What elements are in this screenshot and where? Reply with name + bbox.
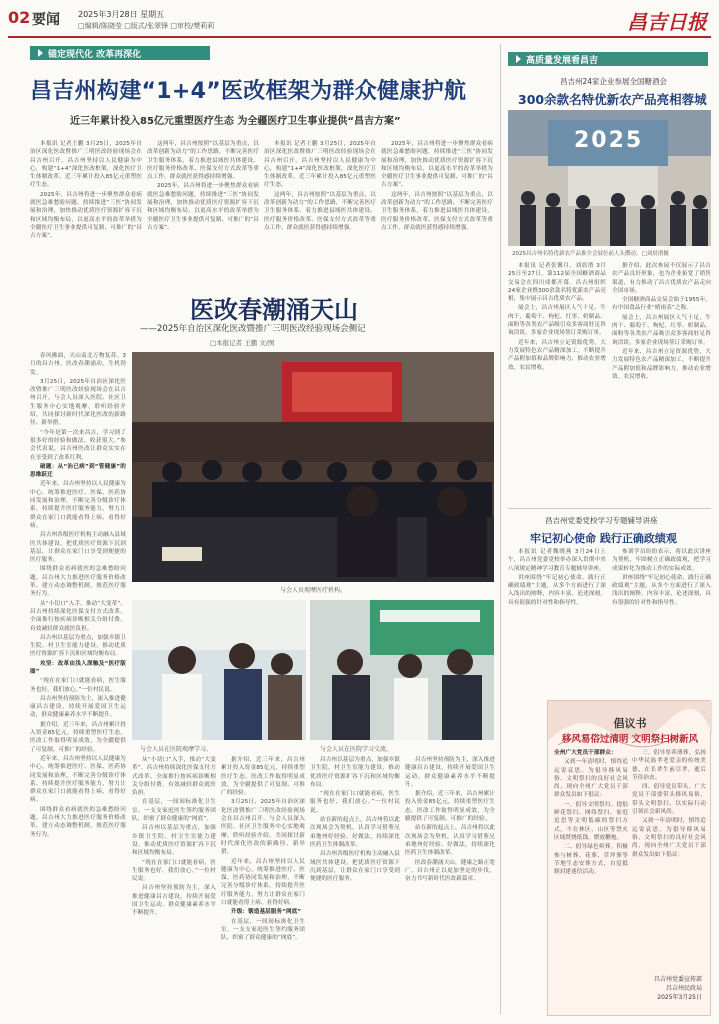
- lead-rubric: 锚定现代化 改革再深化: [30, 46, 210, 60]
- section-title: 攻坚：改革由浅入深触及“医疗版图”: [30, 660, 126, 675]
- paragraph: 昌吉州各级医疗机构主动融入县域医共体建设，把优质医疗资源下沉到基层，让群众在家门口享受到便捷的医疗服务。: [310, 851, 400, 883]
- paragraph: 二、倡导绿色殡葬。积极参与树葬、花葬、草坪葬等节地生态安葬方式，自觉抵制封建迷信活动。: [554, 844, 628, 876]
- notice-column-1: [554, 749, 628, 1011]
- section-title: 升级：锻造基层服务“网底”: [231, 909, 302, 916]
- paragraph: 这两年，昌吉州按照“以基层为重点，以改革创新为动力”的工作思路，不断完善医疗卫生服务体系，着力推进县域医共体建设、医疗服务价格改革、医保支付方式改革等重点工作，群众就医获得感持续增强。: [381, 191, 493, 231]
- lead-column-4: [381, 140, 493, 272]
- paragraph: 参训学员纷纷表示，将以此次讲座为契机，牢固树立正确政绩观，把学习成果转化为推动工作的实际成效。: [612, 549, 711, 572]
- page-masthead: [8, 6, 711, 38]
- paragraph: “现在在家门口就能看病，医生服务也好，我们放心。”一位村民说。: [132, 859, 216, 883]
- expo-booth-banner: 2025: [574, 128, 644, 153]
- section-title: 破题：从“治已病”到“管健康”的思维跃迁: [30, 463, 126, 479]
- paragraph: 春风拂面，天山南北万物复苏。3月的昌吉州，医改春潮涌动，生机勃发。: [30, 353, 126, 376]
- feature-column-2: [132, 756, 216, 1012]
- paragraph: “现在在家门口就能看病，医生服务也好，我们放心。”一位村民说。: [310, 791, 400, 814]
- feature-byline: □本报记者 王鹏 文/图: [210, 339, 275, 347]
- paragraph: 2025年，昌吉州将进一步聚焦群众看病就医急难愁盼问题，持续推进“三医”协同发展和治理，加快推动优质医疗资源扩容下沉和区域均衡布局，以更高水平的改革举措为全疆医疗卫生事业提供可复制、可推广的“昌吉方案”。: [381, 141, 493, 189]
- notice-salutation: 全州广大党员干部群众：: [554, 750, 617, 756]
- paragraph: 2025年，昌吉州将进一步聚焦群众看病就医急难愁盼问题，持续推进“三医”协同发展和治理，加快推动优质医疗资源扩容下沉和区域均衡布局，以更高水平的改革举措为全疆医疗卫生事业提供可复制、可推广的“昌吉方案”。: [30, 191, 142, 240]
- notice-column-2: [632, 749, 706, 971]
- editor-credits: □编辑/陈晓莹 □版式/张翠锋 □审校/樊莉莉: [78, 22, 215, 30]
- paragraph: “今年是第一次来昌吉，学习到了很多好的经验和做法，收获很大。”参会代表说，昌吉州医改让群众实实在在享受到了改革红利。: [30, 429, 126, 461]
- hospital-illustration-right: [310, 600, 494, 740]
- paragraph: 一、倡导文明祭扫。提倡鲜花祭扫、网络祭扫、家庭追思等文明低碳的祭扫方式，不在林区、山区等禁火区域焚烧纸钱、燃放鞭炮。: [554, 801, 628, 841]
- paragraph: 据介绍，近三年来，昌吉州累计投入资金85亿元，持续重塑医疗生态，医改工作取得明显成效，为全疆提供了可复制、可推广的经验。: [221, 757, 305, 797]
- feature-column-5: [405, 756, 495, 1012]
- feature-column-3: [221, 756, 305, 1012]
- paragraph: 这两年，昌吉州按照“以基层为重点，以改革创新为动力”的工作思路，不断完善医疗卫生服务体系，着力推进县域医共体建设、医疗服务价格改革、医保支付方式改革等重点工作，群众就医获得感持续增强。: [147, 141, 259, 181]
- paragraph: 站在新的起点上，昌吉州将以此次现场会为契机，认真学习借鉴兄弟地州好经验、好做法，持续深化医药卫生体制改革。: [310, 817, 400, 848]
- notice-date: 2025年3月25日: [657, 994, 702, 1001]
- paragraph: 展会上，昌吉州展区人气十足，牛肉干、葡萄干、枸杞、红枣、奶制品、面粉等各类农产品吸引众多客商驻足咨询洽谈，多家企业现场签订采购订单。: [508, 305, 606, 337]
- lead-subheadline: 近三年累计投入85亿元重塑医疗生态 为全疆医疗卫生事业提供“昌吉方案”: [70, 116, 401, 127]
- conference-illustration: [132, 352, 494, 582]
- feature-headline: 医改春潮涌天山: [190, 295, 358, 324]
- proposal-notice-box: [547, 700, 711, 1016]
- paragraph: 近年来，昌吉州坚持以人民健康为中心，统筹推进医疗、医保、医药协同发展和治理，不断完善分级诊疗体系，持续提升医疗服务能力，努力让群众在家门口就能看得上病、看得好病。: [30, 755, 126, 804]
- expo-rubric: 高质量发展看昌吉: [508, 52, 708, 66]
- publication-date: 2025年3月28日 星期五: [78, 10, 165, 19]
- feature-subheadline: ——2025年自治区深化医改暨推广三明医改经验现场会侧记: [140, 324, 366, 334]
- study-column-2: [612, 548, 711, 694]
- notice-kicker: 倡议书: [613, 717, 647, 730]
- paragraph: 3月25日，2025年自治区深化医改暨推广三明医改经验现场会在昌吉州召开。与会人员深入医院、社区卫生服务中心实地观摩，聆听经验介绍，共同探讨新时代深化医改的新路径、新举措。: [221, 799, 305, 856]
- study-column-1: [508, 548, 606, 694]
- column-divider: [500, 44, 501, 1014]
- notice-signatures: [654, 975, 702, 1002]
- paragraph: 在基层，一间间标准化卫生室、一支支家庭医生签约服务团队，织密了群众健康的“网底”。: [132, 799, 216, 823]
- paragraph: 全国糖酒商品交易会始于1955年，有中国食品行业“晴雨表”之称。: [612, 297, 711, 312]
- expo-column-1: [508, 262, 606, 502]
- paragraph: 据介绍，近三年来，昌吉州累计投入资金85亿元，持续重塑医疗生态，医改工作取得明显成效，为全疆提供了可复制、可推广的经验。: [30, 721, 126, 753]
- lead-headline: 昌吉州构建“1+4”医改框架为群众健康护航: [30, 79, 467, 104]
- page-number: 02: [8, 8, 31, 27]
- study-headline: 牢记初心使命 践行正确政绩观: [530, 532, 677, 545]
- expo-column-2: [612, 262, 711, 502]
- paragraph: 围绕群众看病就医的急难愁盼问题，昌吉州大力推进医疗服务价格改革，建立动态调整机制，规范医疗服务行为。: [30, 806, 126, 838]
- hospital-photo-right: [310, 600, 494, 740]
- hospital-photo-right-caption: 与会人员在医院学习交流。: [320, 746, 393, 753]
- paragraph: 本报讯 记者张馨月、刘晨淯 3月25日至27日，第112届全国糖酒商品交易会在四川成都开幕。昌吉州组织24家企业携300余款名特优新农产品亮相，集中展示昌吉优质农产品。: [508, 263, 606, 303]
- paragraph: 近年来，昌吉州坚持以人民健康为中心，统筹推进医疗、医保、医药协同发展和治理，不断完善分级诊疗体系，持续提升医疗服务能力，努力让群众在家门口就能看得上病、看得好病。: [221, 858, 305, 907]
- paragraph: 昌吉州以基层为重点，加强乡镇卫生院、村卫生室能力建设，推动优质医疗资源扩容下沉和区域均衡布局。: [132, 825, 216, 857]
- expo-kicker: 昌吉州24家企业参展全国糖酒会: [560, 77, 668, 86]
- paragraph: 昌吉州以基层为重点，加强乡镇卫生院、村卫生室能力建设，推动优质医疗资源扩容下沉和区域均衡布局。: [30, 634, 126, 658]
- paragraph: 从“小切口”入手，推动“大变革”。昌吉州持续深化医保支付方式改革，全面推行按疾病诊断相关分组付费，有效减轻群众就医负担。: [132, 757, 216, 797]
- hospital-photo-left: [132, 600, 306, 740]
- expo-headline: 300余款名特优新农产品亮相蓉城: [518, 92, 707, 107]
- paragraph: 三、倡导厚养薄葬。弘扬中华民族孝老爱亲的传统美德，在长辈生前尽孝，逝后节俭治丧。: [632, 750, 706, 781]
- notice-headline: 移风易俗过清明 文明祭扫树新风: [561, 734, 699, 745]
- paragraph: 昌吉州坚持预防为主，深入推进健康昌吉建设，持续开展爱国卫生运动，群众健康素养水平不断提升。: [405, 757, 495, 788]
- notice-signer: 昌吉州党委宣传部: [653, 976, 702, 983]
- hospital-illustration-left: [132, 600, 306, 740]
- lead-column-2: [147, 140, 259, 272]
- paragraph: 3月25日，2025年自治区深化医改暨推广三明医改经验现场会在昌吉州召开。与会人员深入医院、社区卫生服务中心实地观摩，聆听经验介绍，共同探讨新时代深化医改的新路径、新举措。: [30, 378, 126, 427]
- expo-photo: [508, 110, 711, 246]
- newspaper-logo: 昌吉日报: [627, 10, 707, 34]
- paragraph: 本报讯 记者魏晓燕 3月24日上午，昌吉州党委党校举办深入贯彻中央八项规定精神学习教育专题辅导讲座。: [508, 549, 606, 572]
- paragraph: 近年来，昌吉州立足资源优势，大力发展特色农产品精深加工，不断提升产品附加值和品牌影响力，推动农业增效、农民增收。: [612, 348, 711, 380]
- triangle-icon: [516, 55, 521, 63]
- paragraph: 讲座围绕“牢记初心使命，践行正确政绩观”主题，从多个方面进行了深入浅出的阐释，内容丰富、论述深刻，具有很强的针对性和指导性。: [612, 574, 711, 606]
- paragraph: 从“小切口”入手，推动“大变革”。昌吉州持续深化医保支付方式改革，全面推行按疾病诊断相关分组付费，有效减轻群众就医负担。: [30, 600, 126, 632]
- paragraph: 这两年，昌吉州按照“以基层为重点，以改革创新为动力”的工作思路，不断完善医疗卫生服务体系，着力推进县域医共体建设、医疗服务价格改革、医保支付方式改革等重点工作，群众就医获得感持续增强。: [264, 191, 376, 231]
- lead-column-3: [264, 140, 376, 272]
- paragraph: 2025年，昌吉州将进一步聚焦群众看病就医急难愁盼问题，持续推进“三医”协同发展和治理，加快推动优质医疗资源扩容下沉和区域均衡布局，以更高水平的改革举措为全疆医疗卫生事业提供可复制、可推广的“昌吉方案”。: [147, 183, 259, 231]
- paragraph: 站在新的起点上，昌吉州将以此次现场会为契机，认真学习借鉴兄弟地州好经验、好做法，持续深化医药卫生体制改革。: [405, 825, 495, 857]
- conference-photo: [132, 352, 494, 582]
- study-kicker: 昌吉州党委党校学习专题辅导讲座: [545, 516, 658, 525]
- lead-column-1: [30, 140, 142, 272]
- paragraph: 本报讯 记者王鹏 3月25日，2025年自治区深化医改暨推广三明医改经验现场会在昌吉州召开。昌吉州坚持以人民健康为中心，构建“1+4”深化医改框架，深化医疗卫生体制改革，近三年累计投入85亿元重塑医疗生态。: [264, 141, 376, 189]
- paragraph: 在基层，一间间标准化卫生室、一支支家庭医生签约服务团队，织密了群众健康的“网底”。: [221, 918, 305, 942]
- paragraph: 展会上，昌吉州展区人气十足，牛肉干、葡萄干、枸杞、红枣、奶制品、面粉等各类农产品吸引众多客商驻足咨询洽谈，多家企业现场签订采购订单。: [612, 314, 711, 346]
- paragraph: 围绕群众看病就医的急难愁盼问题，昌吉州大力推进医疗服务价格改革，建立动态调整机制，规范医疗服务行为。: [30, 566, 126, 598]
- feature-column-4: [310, 756, 400, 1012]
- section-name: 要闻: [32, 12, 60, 28]
- conference-photo-caption: 与会人员观摩医疗机构。: [280, 587, 347, 594]
- paragraph: 据介绍，此次参展不仅展示了昌吉农产品良好形象，也为企业拓宽了销售渠道，有力推动了昌吉优质农产品走向全国市场。: [612, 263, 711, 294]
- notice-signer: 昌吉州民政局: [665, 985, 702, 992]
- hospital-photo-left-caption: 与会人员在医院观摩学习。: [140, 746, 213, 753]
- paragraph: 本报讯 记者王鹏 3月25日，2025年自治区深化医改暨推广三明医改经验现场会在昌吉州召开。昌吉州坚持以人民健康为中心，构建“1+4”深化医改框架，深化医疗卫生体制改革，近三年累计投入85亿元重塑医疗生态。: [30, 141, 142, 189]
- paragraph: “现在在家门口就能看病，医生服务也好，我们放心。”一位村民说。: [30, 678, 126, 693]
- paragraph: 昌吉州以基层为重点，加强乡镇卫生院、村卫生室能力建设，推动优质医疗资源扩容下沉和区域均衡布局。: [310, 757, 400, 788]
- paragraph: 昌吉州坚持预防为主，深入推进健康昌吉建设，持续开展爱国卫生运动，群众健康素养水平不断提升。: [30, 695, 126, 719]
- paragraph: 医改春潮涌天山，健康之路正宽广。昌吉州正以更加坚定的步伐，奋力书写新时代医改新篇章。: [405, 859, 495, 883]
- paragraph: 昌吉州各级医疗机构主动融入县域医共体建设，把优质医疗资源下沉到基层，让群众在家门口享受到便捷的医疗服务。: [30, 532, 126, 564]
- paragraph: 近年来，昌吉州坚持以人民健康为中心，统筹推进医疗、医保、医药协同发展和治理，不断完善分级诊疗体系，持续提升医疗服务能力，努力让群众在家门口就能看得上病、看得好病。: [30, 481, 126, 529]
- paragraph: 又到一年清明时，慎终追远寄哀思。为倡导移风易俗、文明祭扫的良好社会风尚，现向全州广大党员干部群众发出如下倡议：: [554, 759, 628, 799]
- paragraph: 讲座围绕“牢记初心使命，践行正确政绩观”主题，从多个方面进行了深入浅出的阐释，内容丰富、论述深刻，具有很强的针对性和指导性。: [508, 574, 606, 606]
- expo-photo-caption: 2025昌吉州名特优新农产品推介会展位前人头攒动。□刘晨淯摄: [512, 251, 669, 257]
- paragraph: 近年来，昌吉州立足资源优势，大力发展特色农产品精深加工，不断提升产品附加值和品牌影响力，推动农业增效、农民增收。: [508, 339, 606, 371]
- paragraph: 昌吉州坚持预防为主，深入推进健康昌吉建设，持续开展爱国卫生运动，群众健康素养水平不断提升。: [132, 885, 216, 917]
- triangle-icon: [38, 49, 43, 57]
- paragraph: 又到一年清明时，慎终追远寄哀思。为倡导移风易俗、文明祭扫的良好社会风尚，现向全州广大党员干部群众发出如下倡议：: [632, 818, 706, 858]
- paragraph: 据介绍，近三年来，昌吉州累计投入资金85亿元，持续重塑医疗生态，医改工作取得明显成效，为全疆提供了可复制、可推广的经验。: [405, 791, 495, 823]
- paragraph: 四、倡导党员带头。广大党员干部要带头移风易俗，带头文明祭扫，以实际行动引领社会新风尚。: [632, 784, 706, 816]
- section-divider: [508, 508, 711, 509]
- feature-column-1: [30, 352, 126, 1010]
